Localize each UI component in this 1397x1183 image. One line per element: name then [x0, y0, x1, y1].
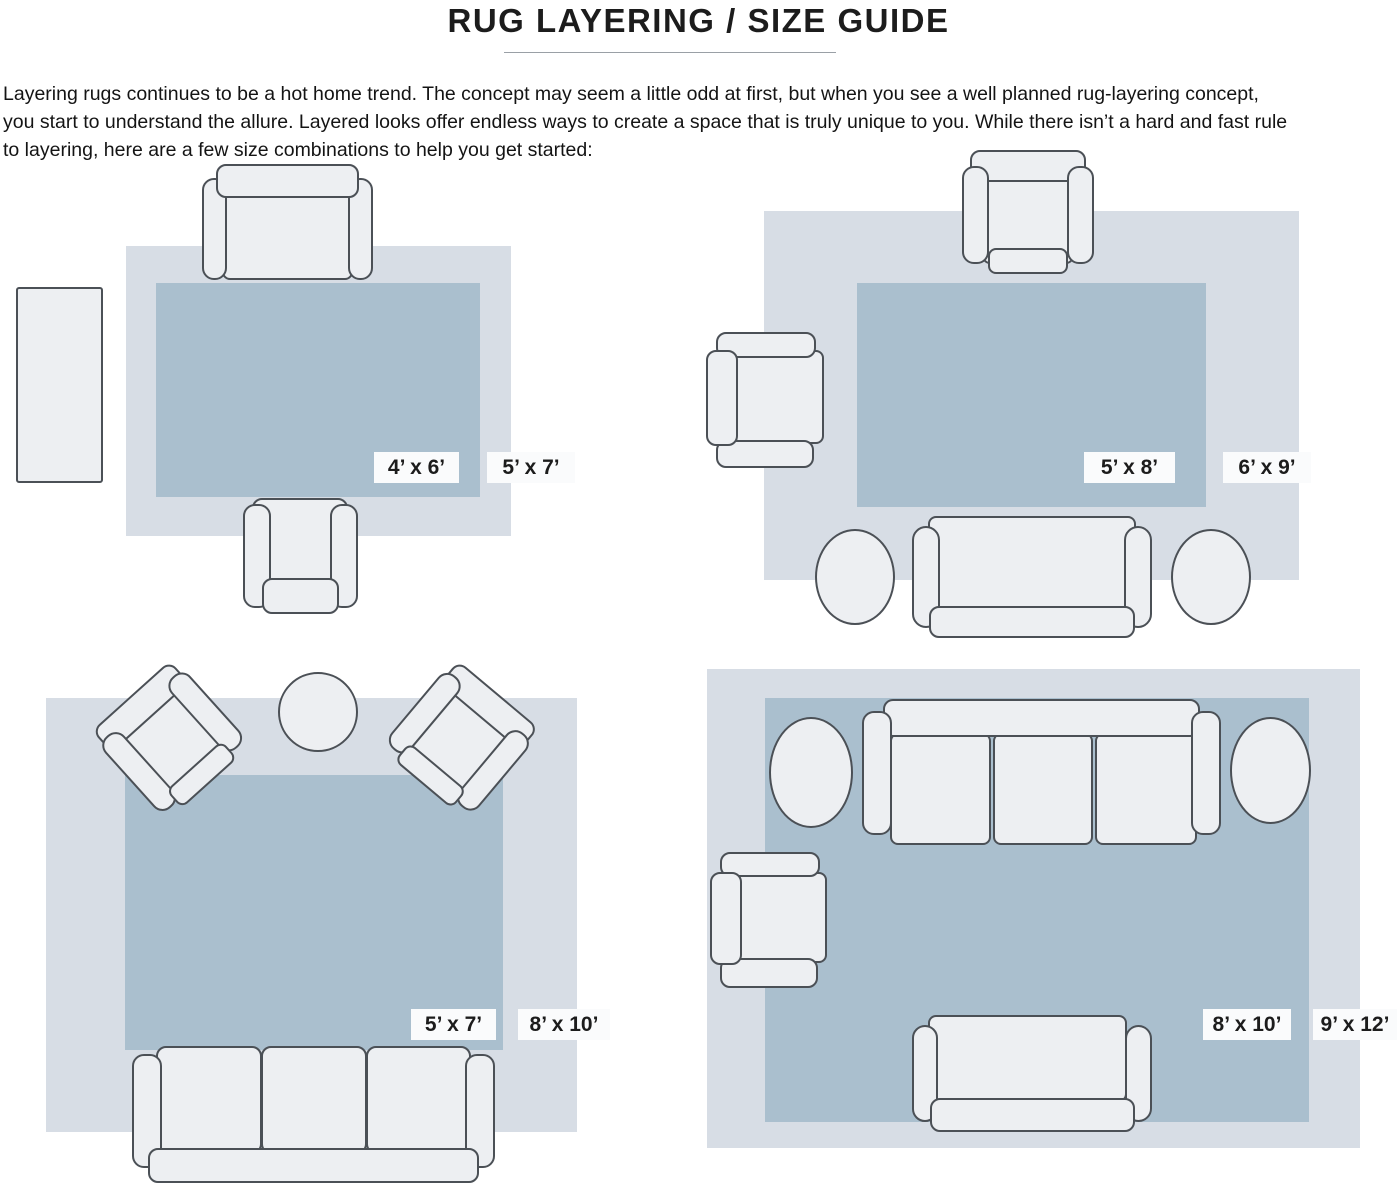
inner-size-label: 4’ x 6’ [374, 452, 459, 483]
oval-side-table-right [1230, 717, 1311, 824]
armchair-arm-left [962, 166, 989, 264]
sofa-back-cushion [148, 1148, 479, 1183]
armchair [243, 496, 358, 616]
armchair-seat [738, 872, 827, 963]
armchair-back-cushion [262, 578, 339, 614]
outer-size-label: 5’ x 7’ [487, 452, 575, 483]
three-seat-sofa-top [862, 699, 1221, 850]
sofa-back-cushion [883, 699, 1200, 737]
intro-line-1: Layering rugs continues to be a hot home trend. The concept may seem a little odd at first, but when you see a well planned rug-layering concept, [3, 83, 1259, 105]
intro-line-2: you start to understand the allure. Layered looks offer endless ways to create a space that is truly unique to you. While there isn’t a hard and fast rule [3, 111, 1288, 133]
inner-size-label: 5’ x 7’ [411, 1009, 496, 1040]
inner-size-label: 5’ x 8’ [1084, 452, 1175, 483]
sofa-cushion-3 [1095, 733, 1197, 845]
intro-paragraph [3, 80, 1287, 164]
sofa-bottom [912, 516, 1152, 638]
sofa-cushion-1 [156, 1046, 262, 1154]
ottoman-right [1171, 529, 1251, 625]
round-table [278, 672, 358, 752]
sofa-seat [928, 1015, 1127, 1102]
oval-side-table-left [769, 717, 853, 828]
sofa-cushion-3 [366, 1046, 471, 1154]
sofa-cushion-1 [890, 733, 991, 845]
armchair-left [710, 852, 827, 988]
ottoman-left [815, 529, 895, 625]
sofa-seat [222, 190, 353, 280]
armchair-back-cushion [710, 872, 742, 965]
sofa-back-cushion [216, 164, 359, 198]
side-table [16, 287, 103, 483]
inner-size-label: 8’ x 10’ [1203, 1009, 1291, 1040]
sofa-back-cushion [930, 1098, 1135, 1132]
outer-size-label: 6’ x 9’ [1223, 452, 1311, 483]
armchair-arm-right [1067, 166, 1094, 264]
title-divider [504, 52, 836, 53]
sofa [202, 164, 373, 282]
armchair-seat [734, 350, 824, 444]
three-seat-sofa [132, 1046, 495, 1183]
intro-line-3: to layering, here are a few size combinations to help you get started: [3, 139, 593, 161]
sofa-back-cushion [929, 606, 1135, 638]
armchair-left [706, 330, 824, 468]
armchair-back-cushion [706, 350, 738, 446]
sofa-cushion-2 [993, 733, 1093, 845]
sofa-arm-right [1191, 711, 1221, 835]
loveseat-bottom [912, 1015, 1152, 1132]
outer-size-label: 9’ x 12’ [1313, 1009, 1397, 1040]
armchair-top [962, 150, 1094, 274]
sofa-arm-left [862, 711, 892, 835]
page-title: RUG LAYERING / SIZE GUIDE [447, 2, 950, 39]
armchair-front-cushion [988, 248, 1068, 274]
outer-size-label: 8’ x 10’ [518, 1009, 610, 1040]
sofa-seat [928, 516, 1136, 614]
sofa-cushion-2 [261, 1046, 367, 1154]
